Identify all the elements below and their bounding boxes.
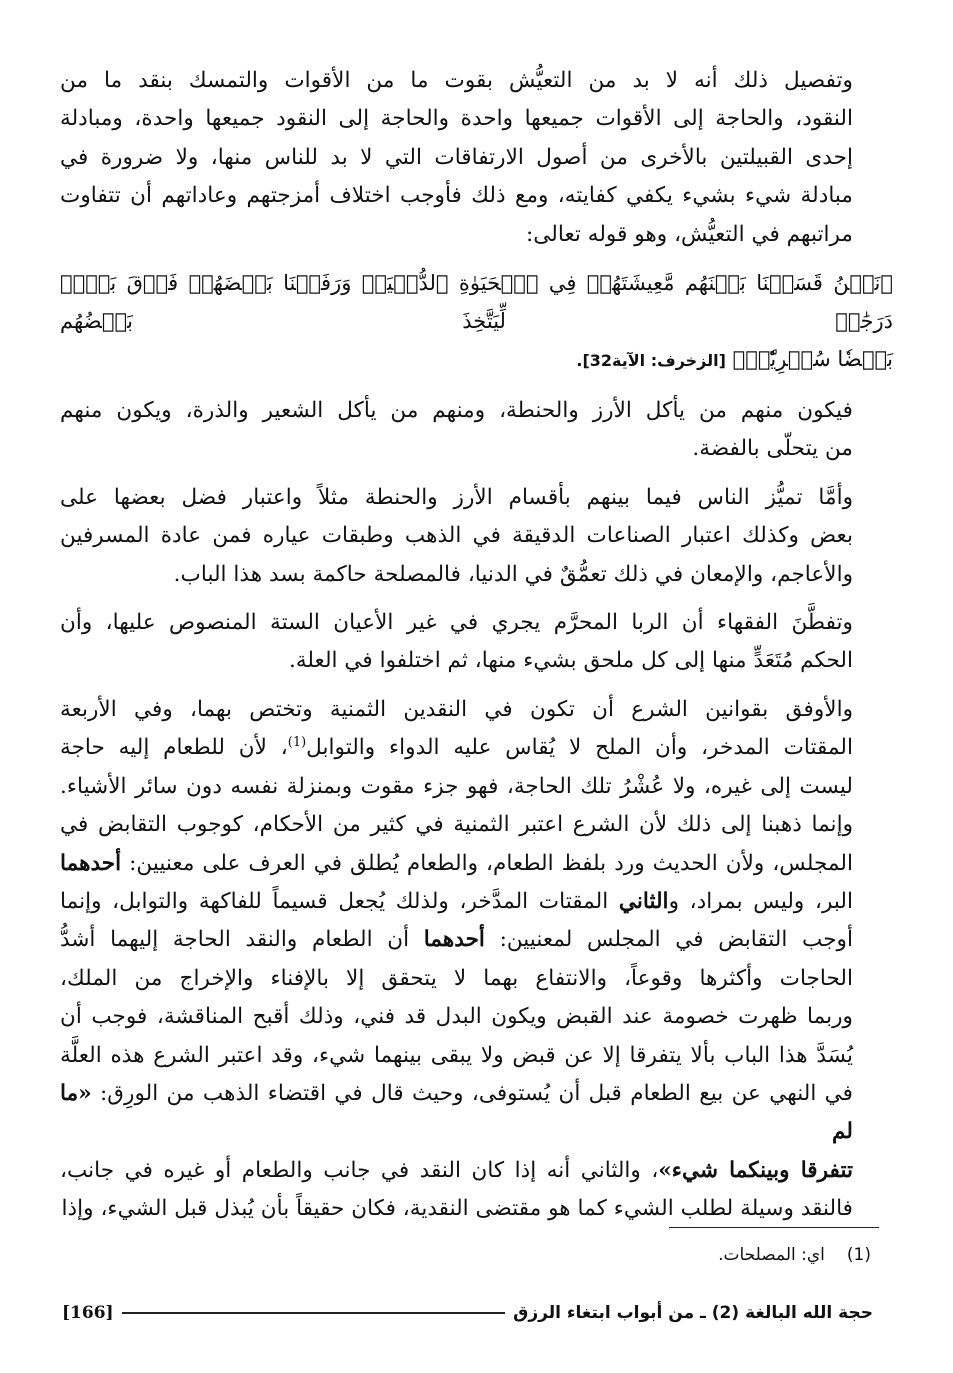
text-line <box>60 845 853 883</box>
footer-rule <box>122 1312 506 1314</box>
text-segment: أن الطعام والنقد الحاجة إليهما أشدُّ <box>60 927 424 953</box>
text-line: فيكون منهم من يأكل الأرز والحنطة، ومنهم من يأكل الشعير والذرة، ويكون منهم <box>60 398 853 424</box>
text-line: ليست إلى غيره، ولا عُشْرُ تلك الحاجة، فهو جزء مقوت وبمنزلة نفسه دون سائر الأشياء. <box>60 773 853 799</box>
text-segment: البر، وليس بمراد، و <box>668 888 853 914</box>
bold-term: الثاني <box>618 888 669 914</box>
footnote-text: اي: المصلحات. <box>718 1245 825 1265</box>
text-line: من يتحلّى بالفضة. <box>692 436 853 462</box>
text-line <box>60 1075 853 1152</box>
text-line: النقود، والحاجة إلى الأقوات جميعها واحدة والحاجة إلى النقود جميعها واحدة، ومبادلة <box>60 106 853 132</box>
text-line <box>60 1152 853 1190</box>
footnote <box>718 1245 871 1265</box>
quran-verse <box>60 264 893 380</box>
paragraph-5 <box>60 691 893 1229</box>
text-line: مراتبهم في التعيُّش، وهو قوله تعالى: <box>526 221 853 247</box>
text-line: مبادلة شيء بشيء يكفي كفايته، ومع ذلك فأوجب اختلاف أمزجتهم وعاداتهم أن تتفاوت <box>60 183 853 209</box>
page-body <box>60 62 893 1239</box>
page-number: [166] <box>62 1303 114 1323</box>
text-line: يُسَدَّ هذا الباب بألا يتفرقا إلا عن قبض ولا يبقى بينهما شيء، وقد اعتبر الشرع هذه العلَّة <box>60 1042 853 1068</box>
text-segment: أوجب التقابض في المجلس لمعنيين: <box>499 927 853 953</box>
hadith-quote-end: تتفرقا وبينكما شيء» <box>658 1157 853 1183</box>
text-line: وإنما ذهبنا إلى ذلك لأن الشرع اعتبر الثمنية في كثير من الأحكام، كوجوب التقابض في <box>60 812 853 838</box>
text-line: فالنقد وسيلة لطلب الشيء كما هو مقتضى النقدية، فكان حقيقاً بأن يُبذل قبل الشيء، وإذا <box>61 1196 853 1222</box>
text-line: وتفطَّنَ الفقهاء أن الربا المحرَّم يجري في غير الأعيان الستة المنصوص عليها، وأن <box>60 610 853 636</box>
text-line: الحاجات وأكثرها وقوعاً، والانتفاع بهما لا يتحقق إلا بالإفناء والإخراج من الملك، <box>60 965 853 991</box>
paragraph-1 <box>60 62 893 254</box>
verse-line-last <box>60 340 893 380</box>
text-line: بعض وكذلك اعتبار الصناعات الدقيقة في الذهب وطبقات عياره فمن عادة المسرفين <box>60 523 853 549</box>
running-title: حجة الله البالغة (2) ـ من أبواب ابتغاء الرزق <box>513 1303 873 1323</box>
bold-term: أحدهما <box>423 927 485 953</box>
footnote-marker: (1) <box>287 735 307 751</box>
paragraph-3 <box>60 479 893 594</box>
text-segment: ، لأن للطعام إليه حاجة <box>60 735 288 761</box>
text-segment: المجلس، ولأن الحديث ورد بلفظ الطعام، والطعام يُطلق في العرف على معنيين: <box>129 850 853 876</box>
text-line: والأوفق بقوانين الشرع أن تكون في النقدين الثمنية وتختص بهما، وفي الأربعة <box>60 696 853 722</box>
verse-text: بَعۡضٗا سُخۡرِيّٗاۗ﴾ <box>732 347 893 372</box>
paragraph-2 <box>60 392 893 469</box>
footnote-divider <box>669 1227 879 1228</box>
text-line <box>60 883 853 921</box>
verse-line: ﴿نَحۡنُ قَسَمۡنَا بَيۡنَهُم مَّعِيشَتَهُمۡ فِي ٱلۡحَيَوٰةِ ٱلدُّنۡيَاۚ وَرَفَعۡنَا بَعۡضَهُمۡ فَوۡقَ بَعۡضٖ دَرَجَٰتٖ لِّيَتَّخِذَ بَعۡضُهُم <box>60 271 893 334</box>
text-segment: في النهي عن بيع الطعام قبل أن يُستوفى، وحيث قال في اقتضاء الذهب من الورِق: <box>100 1080 853 1106</box>
text-segment: المقتات المدخر، وأن الملح لا يُقاس عليه الدواء والتوابل <box>306 735 853 761</box>
verse-reference: [الزخرف: الآية32]. <box>576 351 726 371</box>
bold-term: أحدهما <box>60 850 122 876</box>
hadith-quote: «ما لم <box>60 1080 853 1145</box>
text-line: الحكم مُتَعَدٍّ منها إلى كل ملحق بشيء منها، ثم اختلفوا في العلة. <box>288 648 853 674</box>
text-line: وتفصيل ذلك أنه لا بد من التعيُّش بقوت ما من الأقوات والتمسك بنقد ما من <box>60 68 853 93</box>
text-segment: ، والثاني أنه إذا كان النقد في جانب والطعام أو غيره في جانب، <box>60 1157 659 1183</box>
page-footer <box>62 1298 873 1328</box>
text-line: وربما ظهرت خصومة عند القبض ويكون البدل قد فني، وذلك أقبح المناقشة، فوجب أن <box>60 1004 853 1030</box>
text-line: إحدى القبيلتين بالأخرى من أصول الارتفاقات التي لا بد للناس منها، ولا ضرورة في <box>60 144 853 170</box>
footnote-number: (1) <box>846 1245 871 1265</box>
text-line: وأمَّا تميُّز الناس فيما بينهم بأقسام الأرز والحنطة مثلاً واعتبار فضل بعضها على <box>60 484 853 510</box>
text-line <box>60 921 853 959</box>
text-segment: المقتات المدَّخر، ولذلك يُجعل قسيماً للفاكهة والتوابل، وإنما <box>60 888 619 914</box>
paragraph-4 <box>60 604 893 681</box>
text-line: والأعاجم، والإمعان في ذلك تعمُّقٌ في الدنيا، فالمصلحة حاكمة بسد هذا الباب. <box>173 561 853 587</box>
text-line <box>60 729 853 767</box>
